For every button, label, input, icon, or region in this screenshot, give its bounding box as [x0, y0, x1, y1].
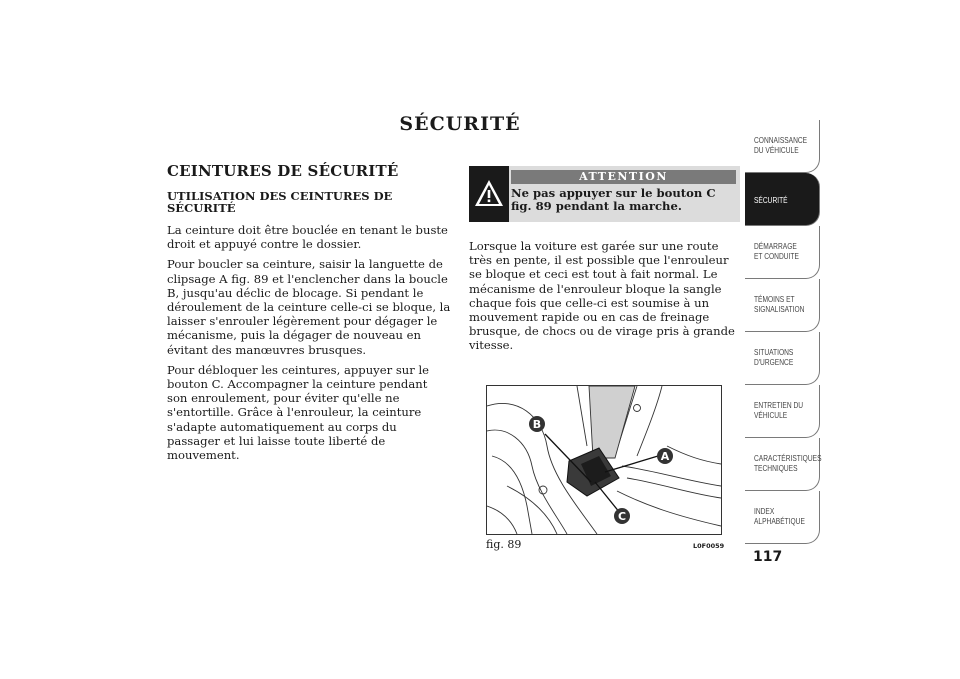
figure-caption: fig. 89 [486, 538, 522, 551]
figure-code: L0F0059 [693, 542, 725, 550]
page-title: SÉCURITÉ [399, 113, 521, 135]
sidebar-tab-label: INDEX ALPHABÉTIQUE [754, 506, 805, 526]
sidebar-tab-caracteristiques-techniques[interactable] [745, 438, 820, 491]
right-column [469, 239, 741, 353]
page-number: 117 [753, 549, 783, 565]
callout-label-a: A [660, 450, 670, 463]
paragraph: Lorsque la voiture est garée sur une route très en pente, il est possible que l'enrouleur se bloque et ceci est tout à fait normal. Le mécanisme de l'enrouleur bloque la sangle chaque fois que celle-ci est soumise à un mouvement rapide ou en cas de freinage brusque, de chocs ou de virage pris à grande vitesse. [469, 239, 735, 353]
sidebar-tab-securite[interactable] [745, 173, 820, 226]
left-column [167, 223, 451, 468]
sidebar-tab-label: SITUATIONS D'URGENCE [754, 347, 794, 367]
seatbelt-illustration [487, 386, 721, 534]
sidebar-tab-temoins-signalisation[interactable] [745, 279, 820, 332]
figure-seatbelt-buckle [486, 385, 722, 535]
sidebar-tab-label: TÉMOINS ET SIGNALISATION [754, 294, 805, 314]
sidebar-tab-label: CONNAISSANCE DU VÉHICULE [754, 135, 808, 155]
sidebar-tab-label: ENTRETIEN DU VÉHICULE [754, 400, 804, 420]
callout-label-b: B [532, 418, 542, 431]
sidebar-tab-demarrage-conduite[interactable] [745, 226, 820, 279]
subsection-title: UTILISATION DES CEINTURES DE SÉCURITÉ [167, 189, 393, 215]
warning-box [469, 166, 740, 222]
paragraph: Pour boucler sa ceinture, saisir la languette de clipsage A fig. 89 et l'enclencher dans la boucle B, jusqu'au déclic de blocage. Si pendant le déroulement de la ceinture celle-ci se bloque, la laisser s'enrouler légèrement pour dégager le mécanisme, puis la dégager de nouveau en évitant des manœuvres brusques. [167, 257, 451, 357]
sidebar-tab-entretien-vehicule[interactable] [745, 385, 820, 438]
sidebar-tab-connaissance-vehicule[interactable] [745, 120, 820, 173]
warning-triangle-icon [474, 178, 504, 208]
paragraph: Pour débloquer les ceintures, appuyer sur le bouton C. Accompagner la ceinture pendant son enroulement, pour éviter qu'elle ne s'entortille. Grâce à l'enrouleur, la ceinture s'adapte automatiquement au corps du passager et lui laisse toute liberté de mouvement. [167, 362, 430, 463]
warning-heading: ATTENTION [511, 170, 736, 184]
section-title: CEINTURES DE SÉCURITÉ [167, 162, 399, 180]
paragraph: La ceinture doit être bouclée en tenant le buste droit et appuyé contre le dossier. [167, 223, 448, 252]
sidebar-tab-situations-urgence[interactable] [745, 332, 820, 385]
warning-text: Ne pas appuyer sur le bouton C fig. 89 pendant la marche. [511, 186, 716, 213]
sidebar-tab-label: DÉMARRAGE ET CONDUITE [754, 241, 799, 261]
chapter-sidebar [745, 120, 820, 545]
callout-label-c: C [617, 510, 627, 523]
sidebar-tab-label: CARACTÉRISTIQUES TECHNIQUES [754, 453, 822, 473]
warning-icon-box [469, 166, 509, 222]
sidebar-tab-index-alphabetique[interactable] [745, 491, 820, 544]
sidebar-tab-label: SÉCURITÉ [754, 195, 788, 205]
